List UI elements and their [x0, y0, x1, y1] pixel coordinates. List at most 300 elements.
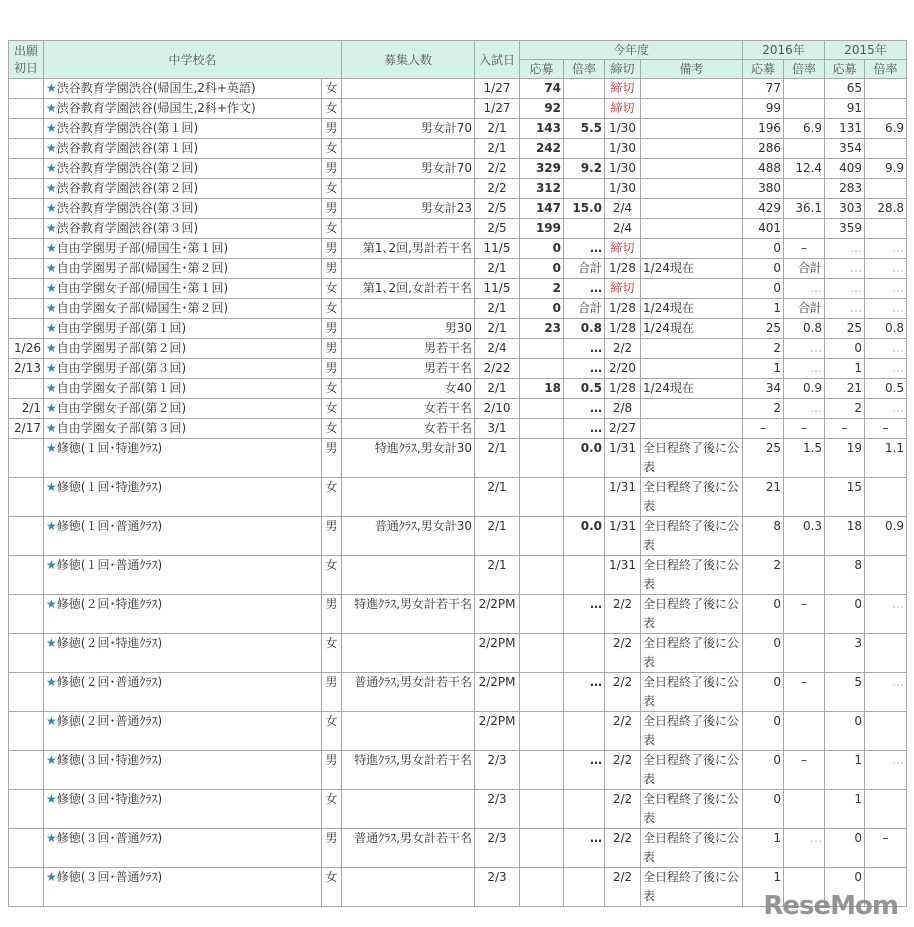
star-icon: ★ — [46, 361, 57, 375]
school-name-cell — [44, 119, 322, 139]
gender-cell: 男 — [322, 595, 342, 634]
remarks-cell — [641, 119, 743, 139]
deadline-cell: 1/31 — [605, 478, 641, 517]
school-name-cell — [44, 595, 322, 634]
ratio-2016-cell: – — [784, 751, 825, 790]
remarks-cell: 全日程終了後に公表 — [641, 868, 743, 907]
school-name-link[interactable]: 渋谷教育学園渋谷(第１回) — [56, 121, 199, 135]
applicants-2015-cell: … — [825, 279, 865, 299]
ratio-cell — [564, 219, 605, 239]
exam-date-cell: 2/2PM — [475, 673, 520, 712]
applicants-2015-cell: – — [825, 419, 865, 439]
applicants-cell: 0 — [520, 239, 564, 259]
deadline-cell: 締切 — [605, 99, 641, 119]
ratio-2016-cell: 0.3 — [784, 517, 825, 556]
applicants-cell: 329 — [520, 159, 564, 179]
school-name-link[interactable]: 渋谷教育学園渋谷(第３回) — [56, 221, 199, 235]
school-name-link[interactable]: 自由学園女子部(帰国生･第１回) — [56, 281, 229, 295]
ratio-2016-cell — [784, 478, 825, 517]
quota-cell: 特進ｸﾗｽ,男女計若干名 — [342, 595, 475, 634]
school-name-link[interactable]: 自由学園女子部(第３回) — [56, 421, 187, 435]
school-name-link[interactable]: 渋谷教育学園渋谷(第２回) — [56, 161, 199, 175]
resemom-watermark-logo: ReseMom — [763, 891, 898, 921]
table-header — [9, 41, 907, 79]
first-day-cell — [9, 219, 44, 239]
applicants-2016-cell: 25 — [743, 319, 784, 339]
exam-date-cell: 2/1 — [475, 379, 520, 399]
remarks-cell: 全日程終了後に公表 — [641, 712, 743, 751]
school-name-link[interactable]: 修徳(２回･特進ｸﾗｽ) — [56, 597, 163, 611]
header-deadline: 締切 — [605, 60, 641, 79]
gender-cell: 女 — [322, 279, 342, 299]
ratio-cell — [564, 556, 605, 595]
table-row — [9, 556, 907, 595]
gender-cell: 女 — [322, 712, 342, 751]
applicants-cell — [520, 790, 564, 829]
star-icon: ★ — [46, 792, 57, 806]
applicants-2016-cell: 1 — [743, 829, 784, 868]
deadline-cell: 1/31 — [605, 439, 641, 478]
applicants-2016-cell: 2 — [743, 399, 784, 419]
school-name-link[interactable]: 自由学園男子部(帰国生･第２回) — [56, 261, 229, 275]
school-name-link[interactable]: 渋谷教育学園渋谷(第３回) — [56, 201, 199, 215]
table-row — [9, 279, 907, 299]
first-day-cell: 2/17 — [9, 419, 44, 439]
ratio-cell — [564, 868, 605, 907]
exam-date-cell: 2/1 — [475, 478, 520, 517]
ratio-cell: … — [564, 339, 605, 359]
applicants-2015-cell: 1 — [825, 359, 865, 379]
header-school: 中学校名 — [44, 41, 342, 79]
exam-date-cell: 2/1 — [475, 259, 520, 279]
first-day-cell — [9, 119, 44, 139]
table-row — [9, 379, 907, 399]
gender-cell: 男 — [322, 517, 342, 556]
applicants-cell: 92 — [520, 99, 564, 119]
exam-date-cell: 2/5 — [475, 199, 520, 219]
quota-cell — [342, 868, 475, 907]
header-2015-applicants: 応募 — [825, 60, 865, 79]
exam-date-cell: 2/3 — [475, 829, 520, 868]
ratio-cell: … — [564, 419, 605, 439]
remarks-cell: 全日程終了後に公表 — [641, 673, 743, 712]
first-day-cell — [9, 439, 44, 478]
school-name-cell — [44, 478, 322, 517]
applicants-2016-cell: 99 — [743, 99, 784, 119]
table-body — [9, 79, 907, 907]
school-name-link[interactable]: 自由学園男子部(第２回) — [56, 341, 187, 355]
table-row — [9, 299, 907, 319]
table-row — [9, 359, 907, 379]
school-name-link[interactable]: 自由学園女子部(帰国生･第２回) — [56, 301, 229, 315]
school-name-link[interactable]: 修徳(３回･特進ｸﾗｽ) — [56, 753, 163, 767]
school-name-link[interactable]: 自由学園男子部(第１回) — [56, 321, 187, 335]
ratio-2015-cell — [865, 634, 907, 673]
gender-cell: 男 — [322, 751, 342, 790]
star-icon: ★ — [46, 181, 57, 195]
table-row — [9, 199, 907, 219]
gender-cell: 女 — [322, 219, 342, 239]
deadline-cell: 1/30 — [605, 179, 641, 199]
ratio-2015-cell: … — [865, 399, 907, 419]
remarks-cell: 全日程終了後に公表 — [641, 634, 743, 673]
school-name-cell — [44, 751, 322, 790]
star-icon: ★ — [46, 381, 57, 395]
entrance-exam-table — [8, 40, 907, 907]
applicants-2015-cell: 359 — [825, 219, 865, 239]
school-name-cell — [44, 239, 322, 259]
gender-cell: 女 — [322, 79, 342, 99]
school-name-cell — [44, 399, 322, 419]
quota-cell: 普通ｸﾗｽ,男女計若干名 — [342, 829, 475, 868]
ratio-cell: … — [564, 595, 605, 634]
ratio-2015-cell: 1.1 — [865, 439, 907, 478]
first-day-cell — [9, 712, 44, 751]
gender-cell: 男 — [322, 673, 342, 712]
first-day-cell — [9, 868, 44, 907]
remarks-cell: 1/24現在 — [641, 299, 743, 319]
quota-cell: 特進ｸﾗｽ,男女計若干名 — [342, 751, 475, 790]
star-icon: ★ — [46, 241, 57, 255]
school-name-link[interactable]: 渋谷教育学園渋谷(第１回) — [56, 141, 199, 155]
gender-cell: 女 — [322, 139, 342, 159]
exam-date-cell: 1/27 — [475, 99, 520, 119]
applicants-cell: 23 — [520, 319, 564, 339]
ratio-2015-cell: … — [865, 595, 907, 634]
ratio-2016-cell: 12.4 — [784, 159, 825, 179]
gender-cell: 女 — [322, 556, 342, 595]
ratio-2016-cell: 36.1 — [784, 199, 825, 219]
exam-date-cell: 2/3 — [475, 790, 520, 829]
applicants-cell — [520, 712, 564, 751]
applicants-cell — [520, 829, 564, 868]
school-name-link[interactable]: 修徳(２回･普通ｸﾗｽ) — [56, 675, 163, 689]
applicants-2016-cell: 0 — [743, 239, 784, 259]
star-icon: ★ — [46, 301, 57, 315]
ratio-2016-cell: 6.9 — [784, 119, 825, 139]
ratio-2015-cell — [865, 79, 907, 99]
remarks-cell: 全日程終了後に公表 — [641, 595, 743, 634]
applicants-cell — [520, 478, 564, 517]
star-icon: ★ — [46, 753, 57, 767]
school-name-link[interactable]: 修徳(１回･特進ｸﾗｽ) — [56, 480, 163, 494]
ratio-cell: 0.0 — [564, 439, 605, 478]
applicants-cell — [520, 399, 564, 419]
applicants-cell — [520, 673, 564, 712]
star-icon: ★ — [46, 519, 57, 533]
applicants-2015-cell: 354 — [825, 139, 865, 159]
exam-date-cell: 2/2PM — [475, 712, 520, 751]
quota-cell — [342, 99, 475, 119]
school-name-cell — [44, 868, 322, 907]
applicants-cell — [520, 359, 564, 379]
table-row — [9, 478, 907, 517]
header-exam-date: 入試日 — [475, 41, 520, 79]
remarks-cell — [641, 219, 743, 239]
deadline-cell: 2/2 — [605, 712, 641, 751]
applicants-2016-cell: 25 — [743, 439, 784, 478]
deadline-cell: 2/2 — [605, 829, 641, 868]
ratio-2015-cell: … — [865, 239, 907, 259]
applicants-2016-cell: 34 — [743, 379, 784, 399]
applicants-cell — [520, 751, 564, 790]
table-row — [9, 712, 907, 751]
first-day-cell — [9, 239, 44, 259]
gender-cell: 男 — [322, 159, 342, 179]
applicants-2015-cell: 8 — [825, 556, 865, 595]
deadline-cell: 2/20 — [605, 359, 641, 379]
school-name-cell — [44, 259, 322, 279]
applicants-cell: 18 — [520, 379, 564, 399]
applicants-cell — [520, 439, 564, 478]
star-icon: ★ — [46, 201, 57, 215]
ratio-cell: 0.5 — [564, 379, 605, 399]
gender-cell: 男 — [322, 319, 342, 339]
quota-cell: 男若干名 — [342, 359, 475, 379]
remarks-cell — [641, 79, 743, 99]
quota-cell — [342, 259, 475, 279]
applicants-cell: 0 — [520, 299, 564, 319]
applicants-2015-cell: 21 — [825, 379, 865, 399]
applicants-cell: 199 — [520, 219, 564, 239]
table-row — [9, 517, 907, 556]
deadline-cell: 2/2 — [605, 339, 641, 359]
school-name-cell — [44, 339, 322, 359]
exam-date-cell: 2/2 — [475, 179, 520, 199]
school-name-link[interactable]: 修徳(３回･普通ｸﾗｽ) — [56, 831, 163, 845]
quota-cell: 第1､2回,女計若干名 — [342, 279, 475, 299]
applicants-2016-cell: 0 — [743, 595, 784, 634]
remarks-cell: 全日程終了後に公表 — [641, 790, 743, 829]
quota-cell — [342, 179, 475, 199]
school-name-cell — [44, 556, 322, 595]
school-name-cell — [44, 279, 322, 299]
ratio-2015-cell: … — [865, 299, 907, 319]
quota-cell — [342, 556, 475, 595]
header-2015-ratio: 倍率 — [865, 60, 907, 79]
applicants-cell: 312 — [520, 179, 564, 199]
first-day-cell — [9, 634, 44, 673]
table-row — [9, 119, 907, 139]
school-name-link[interactable]: 自由学園男子部(帰国生･第１回) — [56, 241, 229, 255]
applicants-2015-cell: 1 — [825, 790, 865, 829]
applicants-2016-cell: 0 — [743, 259, 784, 279]
table-row — [9, 159, 907, 179]
ratio-cell — [564, 712, 605, 751]
ratio-cell: … — [564, 279, 605, 299]
ratio-cell: 0.0 — [564, 517, 605, 556]
applicants-cell: 2 — [520, 279, 564, 299]
applicants-2016-cell: 77 — [743, 79, 784, 99]
school-name-cell — [44, 439, 322, 478]
quota-cell — [342, 79, 475, 99]
applicants-2016-cell: 0 — [743, 634, 784, 673]
exam-date-cell: 3/1 — [475, 419, 520, 439]
ratio-2016-cell: … — [784, 829, 825, 868]
remarks-cell: 全日程終了後に公表 — [641, 439, 743, 478]
first-day-cell — [9, 379, 44, 399]
deadline-cell: 2/8 — [605, 399, 641, 419]
ratio-2015-cell: … — [865, 751, 907, 790]
applicants-2015-cell: 65 — [825, 79, 865, 99]
header-2016-applicants: 応募 — [743, 60, 784, 79]
school-name-link[interactable]: 修徳(３回･特進ｸﾗｽ) — [56, 792, 163, 806]
quota-cell: 普通ｸﾗｽ,男女計30 — [342, 517, 475, 556]
ratio-cell — [564, 634, 605, 673]
ratio-2016-cell — [784, 712, 825, 751]
star-icon: ★ — [46, 341, 57, 355]
school-name-link[interactable]: 自由学園女子部(第１回) — [56, 381, 187, 395]
applicants-2016-cell: 401 — [743, 219, 784, 239]
deadline-cell: 締切 — [605, 279, 641, 299]
table-row — [9, 595, 907, 634]
school-name-cell — [44, 219, 322, 239]
first-day-cell — [9, 99, 44, 119]
applicants-cell — [520, 634, 564, 673]
ratio-2015-cell: … — [865, 359, 907, 379]
table-row — [9, 99, 907, 119]
applicants-2016-cell: 21 — [743, 478, 784, 517]
applicants-2016-cell: 1 — [743, 868, 784, 907]
remarks-cell — [641, 199, 743, 219]
first-day-cell — [9, 299, 44, 319]
ratio-2015-cell: 28.8 — [865, 199, 907, 219]
school-name-link[interactable]: 渋谷教育学園渋谷(帰国生,2科+英語) — [56, 81, 256, 95]
applicants-2015-cell: 2 — [825, 399, 865, 419]
applicants-2016-cell: 380 — [743, 179, 784, 199]
first-day-cell — [9, 139, 44, 159]
ratio-cell: 9.2 — [564, 159, 605, 179]
ratio-cell: 15.0 — [564, 199, 605, 219]
exam-date-cell: 2/5 — [475, 219, 520, 239]
deadline-cell: 2/4 — [605, 219, 641, 239]
applicants-2015-cell: 303 — [825, 199, 865, 219]
exam-date-cell: 2/2PM — [475, 595, 520, 634]
school-name-link[interactable]: 修徳(３回･普通ｸﾗｽ) — [56, 870, 163, 884]
gender-cell: 女 — [322, 634, 342, 673]
ratio-2016-cell — [784, 556, 825, 595]
table-row — [9, 339, 907, 359]
gender-cell: 男 — [322, 119, 342, 139]
ratio-2016-cell: 合計 — [784, 299, 825, 319]
ratio-2016-cell: – — [784, 673, 825, 712]
applicants-2015-cell: 15 — [825, 478, 865, 517]
deadline-cell: 2/2 — [605, 868, 641, 907]
school-name-link[interactable]: 修徳(１回･特進ｸﾗｽ) — [56, 441, 163, 455]
applicants-2015-cell: … — [825, 299, 865, 319]
school-name-link[interactable]: 自由学園女子部(第２回) — [56, 401, 187, 415]
ratio-cell — [564, 79, 605, 99]
ratio-2015-cell — [865, 478, 907, 517]
gender-cell: 女 — [322, 399, 342, 419]
ratio-cell: … — [564, 829, 605, 868]
star-icon: ★ — [46, 675, 57, 689]
ratio-cell: … — [564, 399, 605, 419]
remarks-cell: 全日程終了後に公表 — [641, 478, 743, 517]
first-day-cell — [9, 259, 44, 279]
ratio-2015-cell: … — [865, 259, 907, 279]
ratio-2016-cell — [784, 634, 825, 673]
applicants-cell: 242 — [520, 139, 564, 159]
ratio-2015-cell: – — [865, 829, 907, 868]
exam-date-cell: 2/1 — [475, 119, 520, 139]
ratio-2016-cell: – — [784, 419, 825, 439]
deadline-cell: 2/2 — [605, 595, 641, 634]
table-row — [9, 439, 907, 478]
deadline-cell: 締切 — [605, 239, 641, 259]
exam-date-cell: 2/1 — [475, 299, 520, 319]
remarks-cell — [641, 279, 743, 299]
gender-cell: 男 — [322, 829, 342, 868]
quota-cell — [342, 634, 475, 673]
applicants-2015-cell: 0 — [825, 595, 865, 634]
quota-cell — [342, 139, 475, 159]
applicants-cell: 143 — [520, 119, 564, 139]
quota-cell — [342, 790, 475, 829]
exam-date-cell: 2/2 — [475, 159, 520, 179]
star-icon: ★ — [46, 597, 57, 611]
first-day-cell — [9, 159, 44, 179]
applicants-2016-cell: 8 — [743, 517, 784, 556]
ratio-2015-cell: … — [865, 339, 907, 359]
table-row — [9, 219, 907, 239]
table-row — [9, 239, 907, 259]
school-name-link[interactable]: 修徳(２回･特進ｸﾗｽ) — [56, 636, 163, 650]
remarks-cell: 全日程終了後に公表 — [641, 829, 743, 868]
header-ratio: 倍率 — [564, 60, 605, 79]
applicants-2015-cell: 1 — [825, 751, 865, 790]
school-name-cell — [44, 419, 322, 439]
remarks-cell — [641, 99, 743, 119]
remarks-cell — [641, 239, 743, 259]
applicants-2016-cell: 0 — [743, 673, 784, 712]
remarks-cell — [641, 359, 743, 379]
applicants-2016-cell: 0 — [743, 712, 784, 751]
school-name-cell — [44, 673, 322, 712]
school-name-link[interactable]: 修徳(２回･普通ｸﾗｽ) — [56, 714, 163, 728]
first-day-cell — [9, 595, 44, 634]
applicants-2015-cell: 18 — [825, 517, 865, 556]
applicants-2015-cell: 0 — [825, 339, 865, 359]
applicants-2015-cell: 283 — [825, 179, 865, 199]
school-name-link[interactable]: 修徳(１回･普通ｸﾗｽ) — [56, 519, 163, 533]
ratio-cell — [564, 478, 605, 517]
gender-cell: 女 — [322, 99, 342, 119]
table-row — [9, 751, 907, 790]
exam-date-cell: 2/2PM — [475, 634, 520, 673]
ratio-2016-cell: 合計 — [784, 259, 825, 279]
star-icon: ★ — [46, 141, 57, 155]
first-day-cell — [9, 199, 44, 219]
first-day-cell — [9, 790, 44, 829]
applicants-2015-cell: 131 — [825, 119, 865, 139]
deadline-cell: 2/2 — [605, 673, 641, 712]
first-day-cell: 1/26 — [9, 339, 44, 359]
ratio-2015-cell — [865, 712, 907, 751]
school-name-link[interactable]: 修徳(１回･普通ｸﾗｽ) — [56, 558, 163, 572]
exam-date-cell: 2/22 — [475, 359, 520, 379]
first-day-cell — [9, 79, 44, 99]
applicants-2016-cell: 0 — [743, 279, 784, 299]
school-name-link[interactable]: 渋谷教育学園渋谷(帰国生,2科+作文) — [56, 101, 256, 115]
school-name-link[interactable]: 渋谷教育学園渋谷(第２回) — [56, 181, 199, 195]
deadline-cell: 1/31 — [605, 556, 641, 595]
ratio-cell: 0.8 — [564, 319, 605, 339]
gender-cell: 男 — [322, 339, 342, 359]
ratio-cell: 合計 — [564, 259, 605, 279]
ratio-cell: 合計 — [564, 299, 605, 319]
school-name-link[interactable]: 自由学園男子部(第３回) — [56, 361, 187, 375]
